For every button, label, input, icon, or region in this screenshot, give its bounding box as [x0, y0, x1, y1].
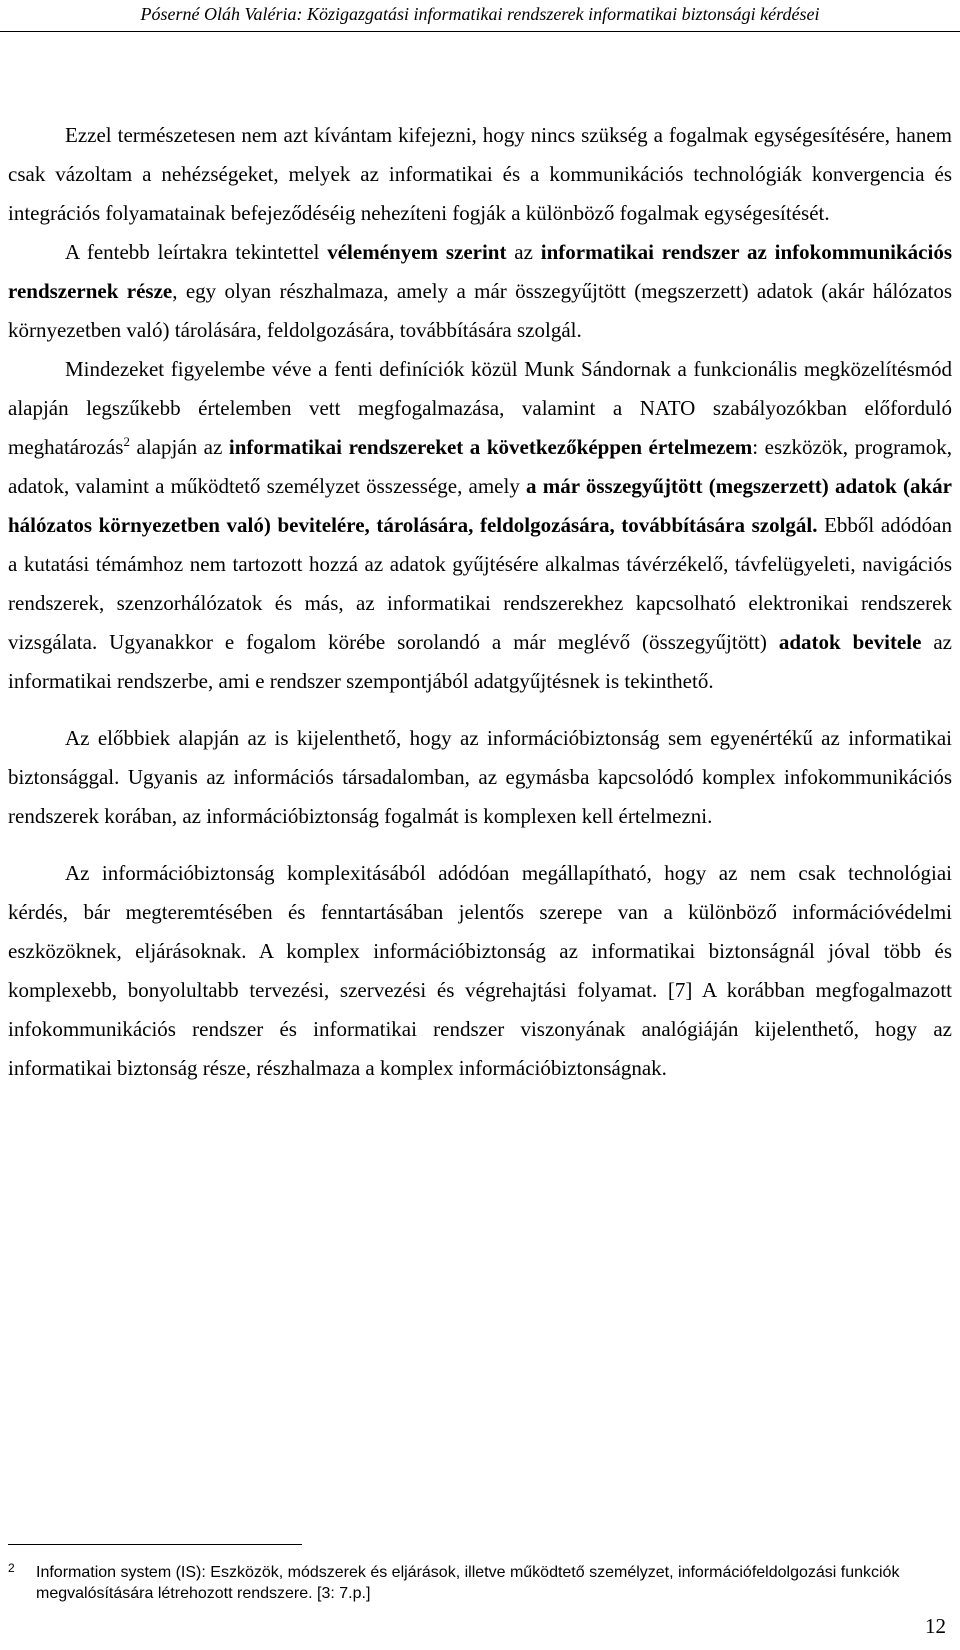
paragraph-2	[8, 233, 952, 350]
running-title: Póserné Oláh Valéria: Közigazgatási informatikai rendszerek informatikai biztonsági kérdései	[140, 4, 820, 24]
paragraph-1: Ezzel természetesen nem azt kívántam kifejezni, hogy nincs szükség a fogalmak egységesítésére, hanem csak vázoltam a nehézségeket, melyek az informatikai és a kommunikációs technológiák konvergencia és integrációs folyamatainak befejeződéséig nehezíteni fogják a különböző fogalmak egységesítését.	[8, 123, 952, 225]
p3-text-1: Mindezeket figyelembe véve a fenti definíciók közül Munk Sándornak a funkcionális megközelítésmód alapján legszűkebb értelemben vett megfogalmazása, valamint a NATO szabályozókban előforduló meghatározás	[8, 357, 952, 459]
p2-bold-1: véleményem szerint	[327, 240, 507, 264]
paragraph-3	[8, 350, 952, 701]
footnote-number: 2	[8, 1561, 15, 1575]
p3-text-5: az informatikai rendszerbe, ami e rendszer szempontjából adatgyűjtésnek is tekinthető.	[8, 630, 953, 693]
running-header	[0, 4, 960, 32]
p2-text-2: az	[506, 240, 541, 264]
footnote	[8, 1562, 952, 1604]
p3-bold-3: adatok bevitele	[778, 630, 922, 654]
p2-bold-2: informatikai rendszer az infokommunikációs rendszernek része	[8, 240, 952, 303]
paragraph-5: Az információbiztonság komplexitásából adódóan megállapítható, hogy az nem csak technológiai kérdés, bár megteremtésében és fenntartásában jelentős szerepe van a különböző információvédelmi eszközöknek, eljárásoknak. A komplex információbiztonság az informatikai biztonságnál jóval több és komplexebb, bonyolultabb tervezési, szervezési és végrehajtási folyamat. [7] A korábban megfogalmazott infokommunikációs rendszer és informatikai rendszer viszonyának analógiáján kijelenthető, hogy az informatikai biztonság része, részhalmaza a komplex információbiztonságnak.	[8, 861, 952, 1080]
p3-text-4: Ebből adódóan a kutatási témámhoz nem tartozott hozzá az adatok gyűjtésére alkalmas távérzékelő, távfelügyeleti, navigációs rendszerek, szenzorhálózatok és más, az informatikai rendszerekhez kapcsolható elektronikai rendszerek vizsgálata. Ugyanakkor e fogalom körébe sorolandó a már meglévő (összegyűjtött)	[8, 513, 953, 654]
footnote-separator	[8, 1544, 302, 1545]
p3-bold-2: a már összegyűjtött (megszerzett) adatok (akár hálózatos környezetben való) bevitelére, tárolására, feldolgozására, továbbítására szolgál.	[8, 474, 952, 537]
page-number: 12	[925, 1614, 946, 1638]
p2-text-1: A fentebb leírtakra tekintettel	[65, 240, 328, 264]
p3-text-2: alapján az	[129, 435, 229, 459]
footnote-reference[interactable]: 2	[123, 434, 130, 449]
p2-text-3: , egy olyan részhalmaza, amely a már összegyűjtött (megszerzett) adatok (akár hálózatos környezetben való) tárolására, feldolgozására, továbbítására szolgál.	[8, 279, 952, 342]
paragraph-4: Az előbbiek alapján az is kijelenthető, hogy az információbiztonság sem egyenértékű az informatikai biztonsággal. Ugyanis az információs társadalomban, az egymásba kapcsolódó komplex infokommunikációs rendszerek korában, az információbiztonság fogalmát is komplexen kell értelmezni.	[8, 726, 952, 828]
footnote-text: Information system (IS): Eszközök, módszerek és eljárások, illetve működtető személyzet, információfeldolgozási funkciók megvalósítására létrehozott rendszere. [3: 7.p.]	[36, 1564, 900, 1602]
p3-bold-1: informatikai rendszereket a következőképpen értelmezem	[228, 435, 753, 459]
p3-text-3: : eszközök, programok, adatok, valamint a működtető személyzet összessége, amely	[8, 435, 952, 498]
body-text	[8, 116, 952, 1088]
